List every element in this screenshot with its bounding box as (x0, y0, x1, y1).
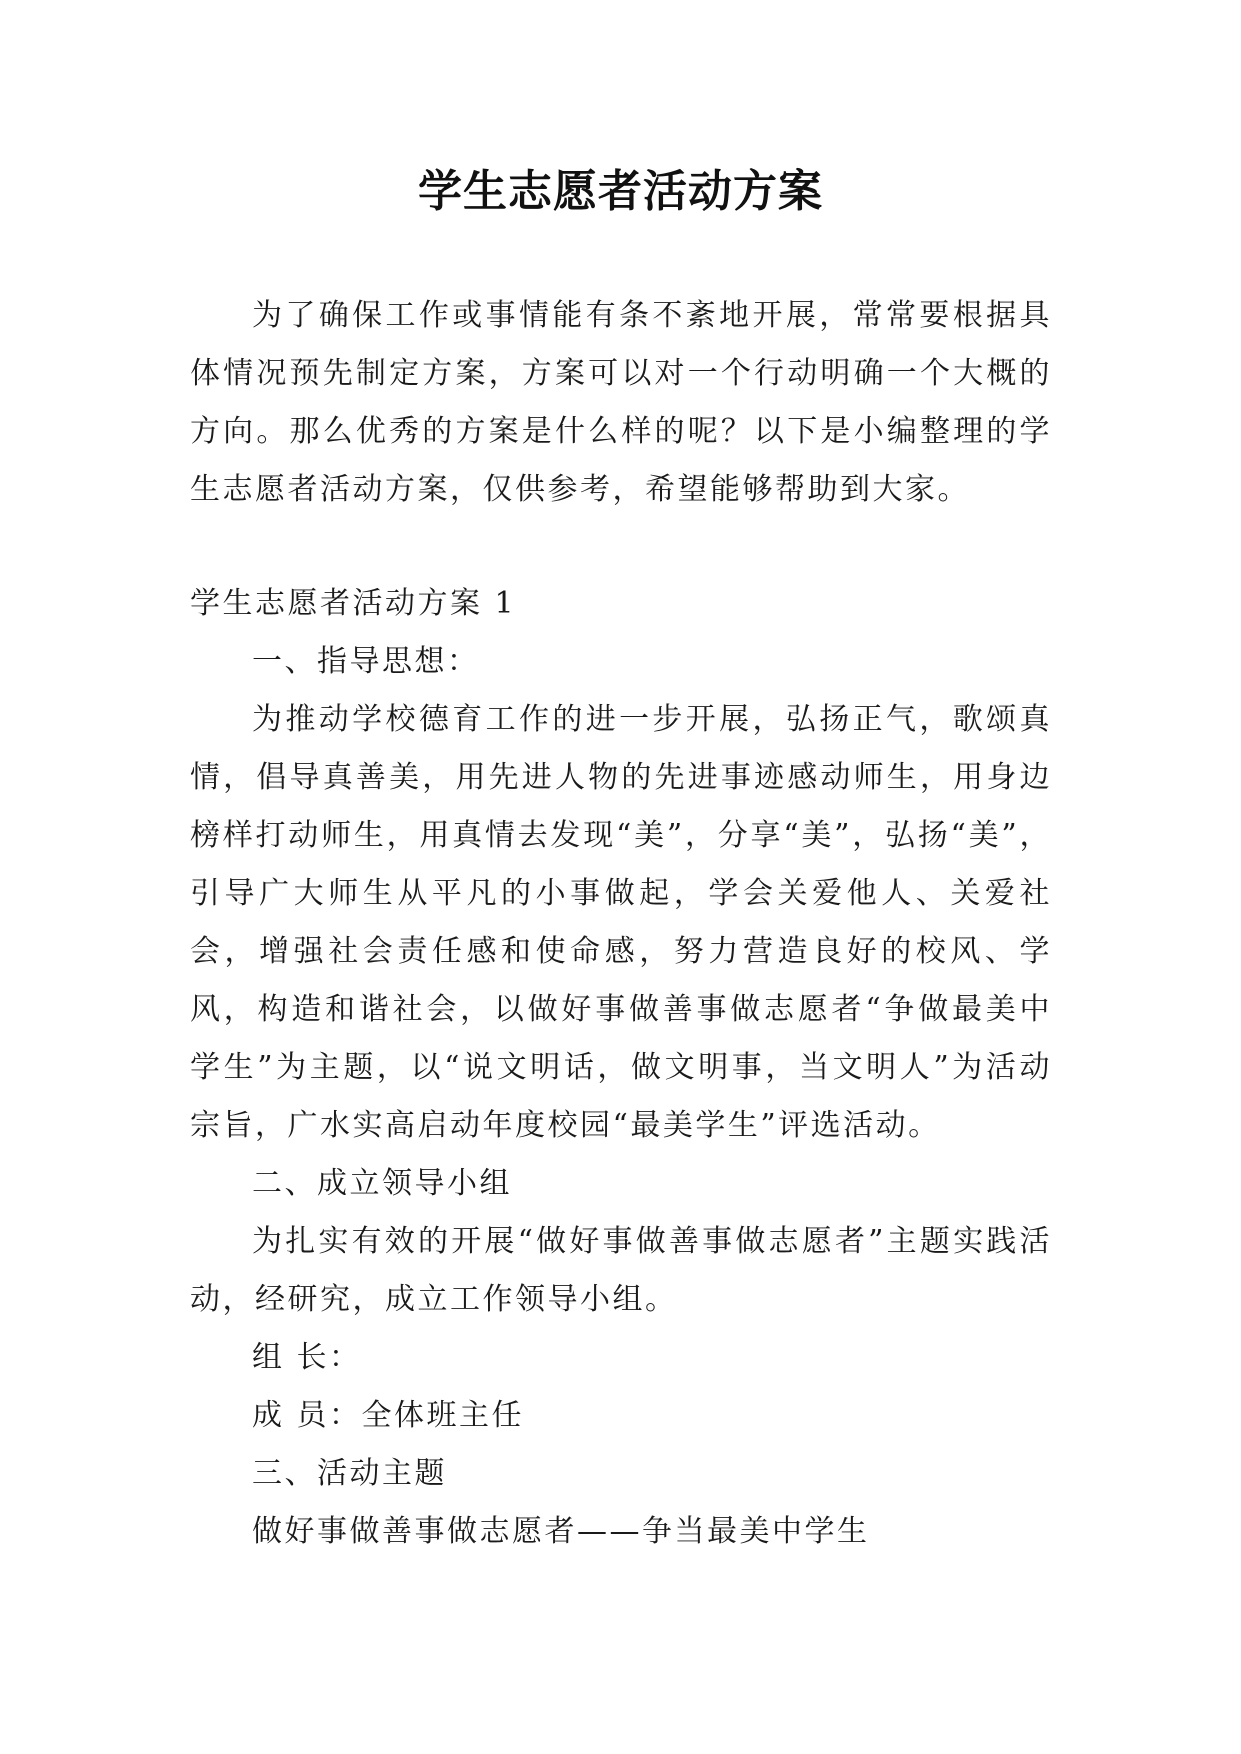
paragraph-leadership-group: 为扎实有效的开展“做好事做善事做志愿者”主题实践活动，经研究，成立工作领导小组。 (190, 1224, 1052, 1317)
paragraph-activity-theme: 做好事做善事做志愿者——争当最美中学生 (252, 1514, 870, 1549)
members-line: 成 员：全体班主任 (252, 1398, 525, 1433)
document-title: 学生志愿者活动方案 (418, 166, 823, 217)
heading-activity-theme: 三、活动主题 (252, 1456, 447, 1491)
leader-line: 组 长： (252, 1340, 362, 1375)
content-block (190, 575, 1052, 1561)
intro-block (190, 287, 1052, 519)
heading-guiding-ideology: 一、指导思想： (252, 644, 480, 679)
intro-paragraph: 为了确保工作或事情能有条不紊地开展，常常要根据具体情况预先制定方案，方案可以对一个行动明确一个大概的方向。那么优秀的方案是什么样的呢？以下是小编整理的学生志愿者活动方案，仅供参考，希望能够帮助到大家。 (190, 298, 1052, 507)
heading-leadership-group: 二、成立领导小组 (252, 1166, 512, 1201)
paragraph-guiding-ideology: 为推动学校德育工作的进一步开展，弘扬正气，歌颂真情，倡导真善美，用先进人物的先进事迹感动师生，用身边榜样打动师生，用真情去发现“美”，分享“美”，弘扬“美”，引导广大师生从平凡的小事做起，学会关爱他人、关爱社会，增强社会责任感和使命感，努力营造良好的校风、学风，构造和谐社会，以做好事做善事做志愿者“争做最美中学生”为主题，以“说文明话，做文明事，当文明人”为活动宗旨，广水实高启动年度校园“最美学生”评选活动。 (190, 702, 1052, 1143)
section-heading: 学生志愿者活动方案 1 (190, 586, 517, 621)
